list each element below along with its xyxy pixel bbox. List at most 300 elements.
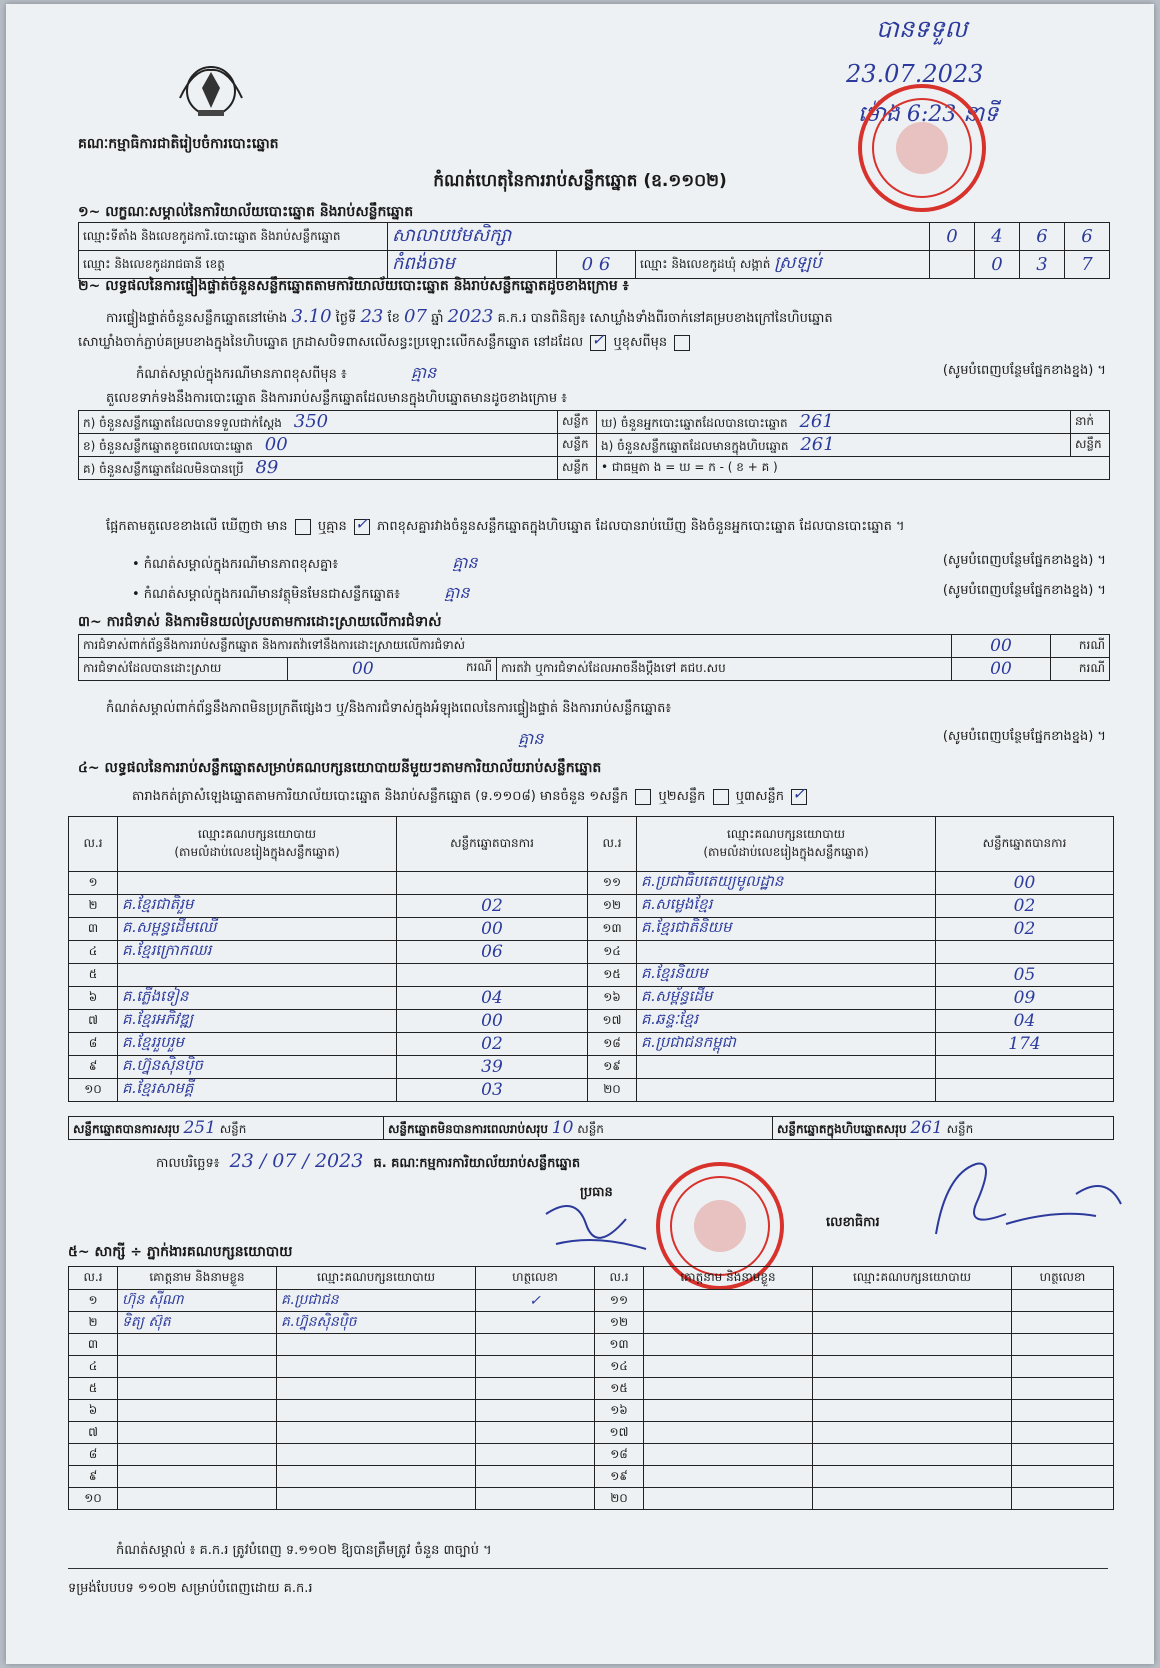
ballot-figures-table — [78, 410, 1110, 480]
witness-signature — [1012, 1378, 1114, 1400]
remark3-line — [132, 582, 1106, 606]
witness-signature — [1012, 1312, 1114, 1334]
party-votes — [397, 872, 588, 895]
witness-signature — [476, 1488, 595, 1510]
case-unit: ករណី — [1051, 658, 1110, 681]
objections-table — [78, 634, 1110, 681]
verification-day-label: ថ្ងៃទី — [335, 311, 357, 326]
party-votes: 02 — [936, 895, 1114, 918]
verification-line — [106, 306, 833, 329]
witness-number: ១៦ — [595, 1400, 644, 1422]
received-time: ម៉ោង 6:23 នាទី — [858, 102, 999, 127]
party-votes: 04 — [936, 1010, 1114, 1033]
discrepancy-no-checkbox[interactable]: ✓ — [354, 513, 369, 533]
party-votes: 39 — [397, 1056, 588, 1079]
figures-intro: តួលេខទាក់ទងនឹងការបោះឆ្នោត និងការរាប់សន្លឹកឆ្នោតដែលមានក្នុងហិបឆ្នោតមានដូចខាងក្រោម ៖ — [106, 391, 567, 406]
objections-label: ការជំទាស់ពាក់ព័ន្ធនឹងការរាប់សន្លឹកឆ្នោត និងការតវ៉ាទៅនឹងការដោះស្រាយលើការជំទាស់ — [79, 635, 952, 658]
party-number: ១២ — [588, 895, 637, 918]
province-value: កំពង់ចាម — [388, 251, 557, 279]
party-name — [637, 941, 936, 964]
party-votes: 05 — [936, 964, 1114, 987]
party-name: គ.សម្ព័ន្ធដើម — [637, 987, 936, 1010]
party-votes: 02 — [397, 895, 588, 918]
party-name — [118, 964, 397, 987]
verification-year-label: ឆ្នាំ — [431, 311, 444, 326]
witness-number: ១៤ — [595, 1356, 644, 1378]
party-number: ១១ — [588, 872, 637, 895]
voters-label: ឃ) ចំនួនអ្នកបោះឆ្នោតដែលបានបោះឆ្នោត — [601, 416, 788, 430]
witness-party — [277, 1422, 476, 1444]
total-box-label: សន្លឹកឆ្នោតក្នុងហិបឆ្នោតសរុប — [777, 1121, 907, 1136]
party-votes: 00 — [397, 1010, 588, 1033]
secretary-signature-icon — [906, 1154, 1136, 1244]
party-name: គ.ប្រជាជនកម្ពុជា — [637, 1033, 936, 1056]
received-date: 23.07.2023 — [846, 60, 984, 88]
fill-note: (សូមបំពេញបន្ថែមផ្នែកខាងខ្នង) ។ — [942, 363, 1106, 378]
unit-label: សន្លឹក — [946, 1121, 974, 1136]
party-number: ៧ — [69, 1010, 118, 1033]
three-sheets-label: ឬ៣សន្លឹក — [735, 789, 784, 804]
party-votes: 04 — [397, 987, 588, 1010]
witness-number: ១១ — [595, 1290, 644, 1312]
case-unit: ករណី — [1051, 635, 1110, 658]
party-name: គ.ខ្មែររួបរួម — [118, 1033, 397, 1056]
seal-status-line — [78, 329, 693, 353]
col-party-subheader: (តាមលំដាប់លេខរៀងក្នុងសន្លឹកឆ្នោត) — [703, 845, 869, 859]
party-votes — [936, 1079, 1114, 1102]
table-row — [69, 1400, 1114, 1422]
table-row — [69, 1290, 1114, 1312]
witness-number: ៧ — [69, 1422, 118, 1444]
col-sign-header: ហត្ថលេខា — [1012, 1267, 1114, 1290]
section1-title: ១~ លក្ខណៈសម្គាល់នៃការិយាល័យបោះឆ្នោត និងរាប់សន្លឹកឆ្នោត — [78, 204, 414, 220]
signature-date-line — [156, 1150, 580, 1174]
party-votes — [397, 964, 588, 987]
remark3-label: • កំណត់សម្គាល់ក្នុងករណីមានវត្ថុមិនមែនជាសន្លឹកឆ្នោត៖ — [132, 587, 400, 602]
nec-emblem-icon — [174, 58, 248, 124]
three-sheets-checkbox[interactable]: ✓ — [792, 783, 806, 803]
table-row — [69, 1033, 1114, 1056]
witness-party — [277, 1488, 476, 1510]
party-votes: 02 — [397, 1033, 588, 1056]
verification-year: 2023 — [447, 306, 494, 327]
witness-signature — [476, 1444, 595, 1466]
station-name-value: សាលាបឋមសិក្សា — [388, 223, 930, 251]
unused-ballots-value: 89 — [255, 457, 279, 478]
unit-label: សន្លឹក — [558, 457, 597, 480]
committee-label: ធ. គណៈកម្មការការិយាល័យរាប់សន្លឹកឆ្នោត — [373, 1156, 581, 1171]
col-party-header: ឈ្មោះគណបក្សនយោបាយ — [197, 827, 317, 841]
table-row — [69, 1356, 1114, 1378]
party-name: គ.ខ្មែរនិយម — [637, 964, 936, 987]
witness-party — [813, 1400, 1012, 1422]
party-votes: 06 — [397, 941, 588, 964]
witness-name — [644, 1290, 813, 1312]
station-name-label: ឈ្មោះទីតាំង និងលេខកូដការិ.បោះឆ្នោត និងរាប់សន្លឹកឆ្នោត — [79, 223, 388, 251]
resolved-value: 00 — [352, 659, 374, 679]
witness-name — [644, 1312, 813, 1334]
party-name: គ.សម្លេងខ្មែរ — [637, 895, 936, 918]
party-number: ៥ — [69, 964, 118, 987]
table-row — [69, 987, 1114, 1010]
col-party-header: ឈ្មោះគណបក្សនយោបាយ — [277, 1267, 476, 1290]
party-number: ២០ — [588, 1079, 637, 1102]
section5-title: ៥~ សាក្សី ÷ ភ្នាក់ងារគណបក្សនយោបាយ — [68, 1244, 293, 1260]
table-row — [69, 918, 1114, 941]
one-sheet-checkbox[interactable] — [635, 789, 651, 805]
witness-name — [118, 1400, 277, 1422]
station-code-digit: 4 — [975, 223, 1020, 251]
province-label: ឈ្មោះ និងលេខកូដរាជធានី ខេត្ត — [79, 251, 388, 279]
party-number: ១០ — [69, 1079, 118, 1102]
irregularity-remark-line — [78, 728, 1106, 752]
witness-signature — [476, 1422, 595, 1444]
discrepancy-text: ភាពខុសគ្នារវាងចំនួនសន្លឹកឆ្នោតក្នុងហិបឆ្នោត ដែលបានរាប់ឃើញ និងចំនួនអ្នកបោះឆ្នោត ដែលបានបោះឆ្នោត ។ — [377, 519, 905, 534]
chair-label: ប្រធាន — [580, 1185, 613, 1200]
party-votes — [936, 941, 1114, 964]
witness-signature — [476, 1378, 595, 1400]
table-row — [69, 941, 1114, 964]
table-row — [69, 1010, 1114, 1033]
unit-label: នាក់ — [1071, 411, 1110, 434]
unit-label: សន្លឹក — [1071, 434, 1110, 457]
date-value: 23 / 07 / 2023 — [229, 1150, 364, 1172]
witness-party — [813, 1488, 1012, 1510]
party-votes: 09 — [936, 987, 1114, 1010]
witness-party — [813, 1378, 1012, 1400]
witness-number: ១០ — [69, 1488, 118, 1510]
witness-name — [118, 1334, 277, 1356]
party-number: ១ — [69, 872, 118, 895]
party-name: គ.ភ្លើងទៀន — [118, 987, 397, 1010]
col-votes-header: សន្លឹកឆ្នោតបានការ — [936, 817, 1114, 872]
witness-party — [277, 1400, 476, 1422]
party-results-table — [68, 816, 1114, 1102]
witness-number: ៦ — [69, 1400, 118, 1422]
commune-code-digit: 7 — [1065, 251, 1110, 279]
col-votes-header: សន្លឹកឆ្នោតបានការ — [397, 817, 588, 872]
witness-number: ១២ — [595, 1312, 644, 1334]
witness-party — [813, 1356, 1012, 1378]
discrepancy-line — [106, 513, 905, 537]
secretary-label: លេខាធិការ — [826, 1215, 880, 1230]
footer-note: កំណត់សម្គាល់ ៖ គ.ក.រ ត្រូវបំពេញ ទ.១១០២ ឱ្យបានត្រឹមត្រូវ ចំនួន ៣ច្បាប់ ។ — [116, 1543, 492, 1558]
table-row — [69, 1334, 1114, 1356]
party-votes: 00 — [936, 872, 1114, 895]
station-code-digit: 0 — [930, 223, 975, 251]
remark2-line — [132, 552, 1106, 576]
party-number: ១៦ — [588, 987, 637, 1010]
witness-party — [813, 1334, 1012, 1356]
commune-code-digit: 0 — [975, 251, 1020, 279]
remark1-value: គ្មាន — [410, 363, 437, 382]
station-code-digit: 6 — [1065, 223, 1110, 251]
table-row — [69, 1466, 1114, 1488]
total-box-value: 261 — [910, 1117, 943, 1138]
section2-title: ២~ លទ្ធផលនៃការផ្ទៀងផ្ទាត់ចំនួនសន្លឹកឆ្នោតតាមការិយាល័យបោះឆ្នោត និងរាប់សន្លឹកឆ្នោតដូចខាងក្រោម ៖ — [78, 278, 629, 294]
remark2-value: គ្មាន — [452, 553, 478, 572]
party-name: គ.ខ្មែរក្រោកឈរ — [118, 941, 397, 964]
box-ballots-label: ង) ចំនួនសន្លឹកឆ្នោតដែលមានក្នុងហិបឆ្នោត — [601, 439, 789, 453]
verification-month: 07 — [404, 306, 427, 327]
party-votes: 03 — [397, 1079, 588, 1102]
witness-number: ១៧ — [595, 1422, 644, 1444]
party-number: ១៩ — [588, 1056, 637, 1079]
table-row — [69, 1056, 1114, 1079]
footer-form-id: ទម្រង់បែបបទ ១១០២ សម្រាប់បំពេញដោយ គ.ក.រ — [68, 1581, 313, 1596]
unit-label: សន្លឹក — [558, 434, 597, 457]
party-votes: 00 — [397, 918, 588, 941]
witness-name — [118, 1466, 277, 1488]
footer-divider — [68, 1568, 1108, 1569]
witness-name — [644, 1400, 813, 1422]
section4-title: ៤~ លទ្ធផលនៃការរាប់សន្លឹកឆ្នោតសម្រាប់គណបក្សនយោបាយនីមួយៗតាមការិយាល័យរាប់សន្លឹកឆ្នោត — [78, 760, 602, 776]
remark3-value: គ្មាន — [444, 583, 470, 602]
witness-signature — [476, 1400, 595, 1422]
objections-value: 00 — [952, 635, 1051, 658]
witness-signature — [476, 1466, 595, 1488]
witness-signature — [476, 1312, 595, 1334]
witness-name — [644, 1466, 813, 1488]
unit-label: សន្លឹក — [577, 1121, 604, 1136]
party-name: គ.ឆន្ទៈខ្មែរ — [637, 1010, 936, 1033]
box-ballots-value: 261 — [800, 434, 835, 455]
col-no-header: ល.រ — [588, 817, 637, 872]
discrepancy-yes-label: ផ្អែកតាមតួលេខខាងលើ ឃើញថា មាន — [106, 519, 288, 534]
party-name: គ.សម្ពន្ធដើមឈើ — [118, 918, 397, 941]
witness-name — [118, 1488, 277, 1510]
party-name: គ.ខ្មែរអភិវឌ្ឍ — [118, 1010, 397, 1033]
total-invalid-value: 10 — [551, 1117, 574, 1138]
received-ballots-value: 350 — [293, 411, 329, 432]
party-votes — [936, 1056, 1114, 1079]
commune-label: ឈ្មោះ និងលេខកូដឃុំ សង្កាត់ — [640, 257, 771, 271]
witness-party — [277, 1466, 476, 1488]
unit-label: សន្លឹក — [558, 411, 597, 434]
witness-number: ៩ — [69, 1466, 118, 1488]
case-unit: ករណី — [465, 660, 492, 674]
tally-sheets-line — [132, 783, 810, 807]
party-name — [637, 1079, 936, 1102]
tally-sheets-text: តារាងកត់ត្រាសំឡេងឆ្នោតតាមការិយាល័យបោះឆ្នោត និងរាប់សន្លឹកឆ្នោត (ទ.១១០៨) មានចំនួន ១សន្លឹក — [132, 789, 629, 804]
witness-number: ១៣ — [595, 1334, 644, 1356]
party-name: គ.ប្រជាធិបតេយ្យមូលដ្ឋាន — [637, 872, 936, 895]
witness-name — [644, 1334, 813, 1356]
col-party-subheader: (តាមលំដាប់លេខរៀងក្នុងសន្លឹកឆ្នោត) — [174, 845, 340, 859]
witness-name: ទិត្យ ស៊ុត — [118, 1312, 277, 1334]
chair-signature-icon — [536, 1194, 676, 1264]
witness-name — [118, 1356, 277, 1378]
spoiled-ballots-label: ខ) ចំនួនសន្លឹកឆ្នោតខូចពេលបោះឆ្នោត — [83, 439, 253, 453]
party-number: ៩ — [69, 1056, 118, 1079]
spoiled-ballots-value: 00 — [264, 434, 288, 455]
witness-signature — [1012, 1290, 1114, 1312]
commune-code-digit: 3 — [1020, 251, 1065, 279]
witness-signature — [476, 1356, 595, 1378]
table-row — [69, 1079, 1114, 1102]
received-ballots-label: ក) ចំនួនសន្លឹកឆ្នោតដែលបានទទួលជាក់ស្តែង — [83, 416, 282, 430]
witness-signature — [1012, 1400, 1114, 1422]
party-number: ១៨ — [588, 1033, 637, 1056]
witness-number: ៨ — [69, 1444, 118, 1466]
province-code-digit: 6 — [598, 254, 611, 275]
col-name-header: គោត្តនាម និងនាមខ្លួន — [118, 1267, 277, 1290]
changed-checkbox[interactable] — [674, 335, 690, 351]
witness-signature — [1012, 1422, 1114, 1444]
witness-number: ១៩ — [595, 1466, 644, 1488]
table-row — [69, 964, 1114, 987]
party-number: ១៥ — [588, 964, 637, 987]
commune-value: ស្រឡប់ — [774, 253, 822, 273]
witness-signature — [476, 1334, 595, 1356]
table-row — [69, 1422, 1114, 1444]
party-name: គ.ខ្មែរជាតិនិយម — [637, 918, 936, 941]
org-name: គណៈកម្មាធិការជាតិរៀបចំការបោះឆ្នោត — [78, 136, 279, 152]
witness-party — [813, 1444, 1012, 1466]
verification-month-label: ខែ — [387, 311, 400, 326]
verification-day: 23 — [360, 306, 384, 327]
witness-name — [118, 1444, 277, 1466]
irregularity-remark-value: គ្មាន — [518, 729, 544, 748]
party-votes: 174 — [936, 1033, 1114, 1056]
province-code-digit: 0 — [581, 254, 594, 275]
party-number: ៤ — [69, 941, 118, 964]
witness-signature — [1012, 1444, 1114, 1466]
witness-party — [277, 1444, 476, 1466]
totals-row — [68, 1116, 1114, 1140]
form-title: កំណត់ហេតុនៃការរាប់សន្លឹកឆ្នោត (ឧ.១១០២) — [433, 171, 727, 191]
party-name: គ.ហ្វ៊ុនស៊ិនប៉ិច — [118, 1056, 397, 1079]
table-row — [69, 895, 1114, 918]
verification-hour: 3.10 — [291, 306, 332, 327]
witness-name — [644, 1488, 813, 1510]
table-row — [69, 1312, 1114, 1334]
total-valid-value: 251 — [183, 1117, 216, 1138]
witness-number: ៤ — [69, 1356, 118, 1378]
fill-note: (សូមបំពេញបន្ថែមផ្នែកខាងខ្នង) ។ — [942, 729, 1106, 744]
two-sheets-checkbox[interactable] — [713, 789, 729, 805]
col-no-header: ល.រ — [69, 817, 118, 872]
col-no-header: ល.រ — [69, 1267, 118, 1290]
appeal-value: 00 — [952, 658, 1051, 681]
official-stamp-top — [858, 84, 986, 212]
witness-party — [277, 1334, 476, 1356]
col-no-header: ល.រ — [595, 1267, 644, 1290]
witness-name — [118, 1378, 277, 1400]
unit-label: សន្លឹក — [219, 1121, 247, 1136]
document-sheet — [6, 4, 1154, 1664]
section3-title: ៣~ ការជំទាស់ និងការមិនយល់ស្របតាមការដោះស្រាយលើការជំទាស់ — [78, 614, 442, 630]
discrepancy-yes-checkbox[interactable] — [295, 519, 311, 535]
unused-ballots-label: គ) ចំនួនសន្លឹកឆ្នោតដែលមិនបានប្រើ — [83, 462, 244, 476]
irregularity-remark-label: កំណត់សម្គាល់ពាក់ព័ន្ធនឹងភាពមិនប្រក្រតីផ្សេងៗ ឬ/និងការជំទាស់ក្នុងអំឡុងពេលនៃការផ្ទៀងផ្ទាត់ និងការរាប់សន្លឹកឆ្នោត៖ — [106, 701, 672, 716]
witness-signature: ✓ — [476, 1290, 595, 1312]
table-row — [69, 1444, 1114, 1466]
witness-party — [813, 1290, 1012, 1312]
party-number: ១៣ — [588, 918, 637, 941]
table-row — [69, 872, 1114, 895]
table-row — [69, 1488, 1114, 1510]
col-name-header: គោត្តនាម និងនាមខ្លួន — [644, 1267, 813, 1290]
witness-name: ហ៊ុន ស៊ីណា — [118, 1290, 277, 1312]
witness-number: ២០ — [595, 1488, 644, 1510]
station-code-digit: 6 — [1020, 223, 1065, 251]
witness-party — [813, 1466, 1012, 1488]
witness-signature — [1012, 1334, 1114, 1356]
witness-party — [277, 1378, 476, 1400]
col-party-header: ឈ្មោះគណបក្សនយោបាយ — [813, 1267, 1012, 1290]
witness-number: ១៥ — [595, 1378, 644, 1400]
voters-value: 261 — [799, 411, 834, 432]
party-number: ២ — [69, 895, 118, 918]
party-name — [637, 1056, 936, 1079]
col-party-header: ឈ្មោះគណបក្សនយោបាយ — [726, 827, 846, 841]
party-number: ៣ — [69, 918, 118, 941]
witness-number: ៣ — [69, 1334, 118, 1356]
witness-number: ៥ — [69, 1378, 118, 1400]
witness-party — [277, 1356, 476, 1378]
witness-name — [644, 1444, 813, 1466]
date-label: កាលបរិច្ឆេទ៖ — [156, 1156, 220, 1171]
col-sign-header: ហត្ថលេខា — [476, 1267, 595, 1290]
witness-table — [68, 1266, 1114, 1510]
party-number: ៦ — [69, 987, 118, 1010]
total-invalid-label: សន្លឹកឆ្នោតមិនបានការពេលរាប់សរុប — [388, 1121, 548, 1136]
fill-note: (សូមបំពេញបន្ថែមផ្នែកខាងខ្នង) ។ — [942, 553, 1106, 568]
witness-name — [644, 1356, 813, 1378]
witness-name — [644, 1422, 813, 1444]
appeal-label: ការតវ៉ា ឬការជំទាស់ដែលអាចនឹងប្តឹងទៅ គជប.សប — [497, 658, 952, 681]
witness-number: ២ — [69, 1312, 118, 1334]
seal-status-text: សោឃ្លាំងចាក់ភ្ជាប់គម្របខាងក្នុងនៃហិបឆ្នោត ក្រដាសបិទពាសលើសន្ធះប្រឡោះលើកសន្លឹកឆ្នោត នៅដដែល — [78, 335, 584, 350]
unchanged-checkbox[interactable]: ✓ — [591, 329, 605, 349]
table-row — [69, 1378, 1114, 1400]
party-name: គ.ខ្មែរសាមគ្គី — [118, 1079, 397, 1102]
remark1-line — [136, 362, 1106, 386]
party-name: គ.ខ្មែរជាតិរួម — [118, 895, 397, 918]
discrepancy-no-label: ឬគ្មាន — [317, 519, 347, 534]
remark2-label: • កំណត់សម្គាល់ក្នុងករណីមានភាពខុសគ្នា៖ — [132, 557, 339, 572]
formula-note: • ជាធម្មតា ង = ឃ = ក - ( ខ + គ ) — [597, 457, 1110, 480]
party-name — [118, 872, 397, 895]
resolved-label: ការជំទាស់ដែលបានដោះស្រាយ — [79, 658, 288, 681]
witness-signature — [1012, 1466, 1114, 1488]
station-id-table — [78, 222, 1110, 279]
witness-number: ១ — [69, 1290, 118, 1312]
verification-hour-label: ការផ្ទៀងផ្ទាត់ចំនួនសន្លឹកឆ្នោតនៅម៉ោង — [106, 311, 288, 326]
witness-party — [813, 1422, 1012, 1444]
witness-name — [118, 1422, 277, 1444]
witness-number: ១៨ — [595, 1444, 644, 1466]
two-sheets-label: ឬ២សន្លឹក — [658, 789, 706, 804]
witness-signature — [1012, 1488, 1114, 1510]
witness-signature — [1012, 1356, 1114, 1378]
remark1-label: កំណត់សម្គាល់ក្នុងករណីមានភាពខុសពីមុន ៖ — [136, 367, 347, 382]
changed-label: ឬខុសពីមុន — [613, 335, 668, 350]
verification-text: គ.ក.រ បានពិនិត្យ៖ សោឃ្លាំងទាំងពីរចាក់នៅគម្របខាងក្រៅនៃហិបឆ្នោត — [497, 311, 833, 326]
party-number: ១៧ — [588, 1010, 637, 1033]
witness-party: គ.ហ្វ៊ុនស៊ិនប៉ិច — [277, 1312, 476, 1334]
received-label: បានទទួល — [876, 15, 968, 43]
party-number: ១៤ — [588, 941, 637, 964]
party-votes: 02 — [936, 918, 1114, 941]
witness-party: គ.ប្រជាជន — [277, 1290, 476, 1312]
party-number: ៨ — [69, 1033, 118, 1056]
witness-party — [813, 1312, 1012, 1334]
witness-name — [644, 1378, 813, 1400]
fill-note: (សូមបំពេញបន្ថែមផ្នែកខាងខ្នង) ។ — [942, 583, 1106, 598]
total-valid-label: សន្លឹកឆ្នោតបានការសរុប — [73, 1121, 180, 1136]
